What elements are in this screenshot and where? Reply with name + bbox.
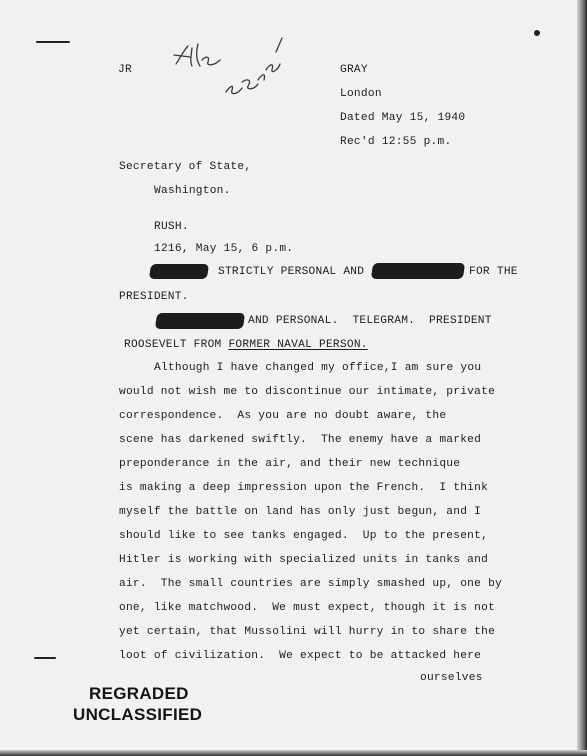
origin-city: London [340,88,382,100]
addressee-line-2: Washington. [154,185,231,197]
received-line: Rec'd 12:55 p.m. [340,136,452,148]
priority-line: RUSH. [154,221,189,233]
regraded-stamp-line-1: REGRADED [89,684,189,703]
body-line: myself the battle on land has only just begun, and I [119,506,482,518]
body-line: would not wish me to discontinue our intimate, private [119,386,496,398]
regraded-stamp-line-2: UNCLASSIFIED [73,705,203,724]
redaction-bar [149,264,209,279]
handwritten-note [170,30,300,100]
subject-line-3: AND PERSONAL. TELEGRAM. PRESIDENT [248,315,492,327]
subject-line-1-end: FOR THE [469,266,518,278]
body-line: preponderance in the air, and their new technique [119,458,461,470]
body-line: loot of civilization. We expect to be attacked here [119,650,482,662]
subject-line-4-start: ROOSEVELT FROM [124,339,229,351]
redaction-bar [155,313,245,329]
routing-symbol: JR [118,64,132,76]
redaction-bar [371,263,465,279]
scan-edge-bottom [0,750,587,756]
body-line: is making a deep impression upon the French. I think [119,482,489,494]
addressee-line-1: Secretary of State, [119,161,252,173]
date-line: Dated May 15, 1940 [340,112,466,124]
catchword: ourselves [420,672,483,684]
subject-line-1: STRICTLY PERSONAL AND [218,266,365,278]
scan-mark-dash [36,41,70,43]
body-line: air. The small countries are simply smashed up, one by [119,578,502,590]
body-line: correspondence. As you are no doubt aware, the [119,410,447,422]
body-line: one, like matchwood. We must expect, though it is not [119,602,496,614]
sender-signature-underlined: FORMER NAVAL PERSON. [228,339,368,351]
body-line: Although I have changed my office,I am sure you [154,362,482,374]
body-line: Hitler is working with specialized units in tanks and [119,554,489,566]
subject-line-2: PRESIDENT. [119,291,189,303]
classification-label: GRAY [340,64,368,76]
body-line: yet certain, that Mussolini will hurry in to share the [119,626,496,638]
body-line: should like to see tanks engaged. Up to the present, [119,530,489,542]
subject-line-4 [124,338,368,352]
scan-mark-dot [534,30,540,36]
body-line: scene has darkened swiftly. The enemy have a marked [119,434,482,446]
margin-dash [34,657,56,659]
message-reference: 1216, May 15, 6 p.m. [154,243,294,255]
scan-edge-right [577,0,587,756]
